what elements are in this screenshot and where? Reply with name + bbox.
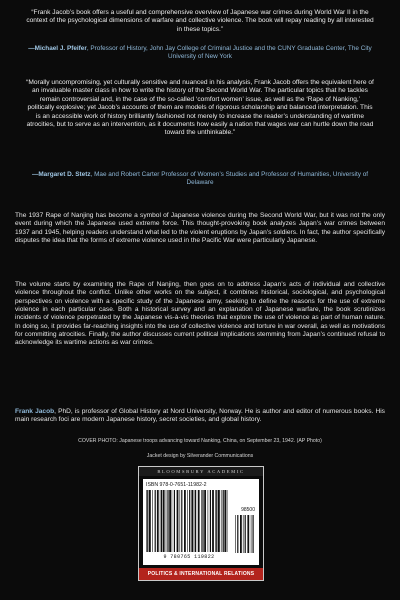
author-bio	[15, 408, 385, 425]
isbn-barcode	[146, 490, 230, 552]
endorsement-attribution-2	[26, 171, 374, 187]
author-bio-text: , PhD, is professor of Global History at Nord University, Norway. He is author and editor of numerous books. His main research foci are modern Japanese history, secret societies, and global history.	[15, 408, 385, 424]
jacket-design-credit: Jacket design by Silverander Communications	[146, 453, 254, 459]
endorser-name: —Margaret D. Stetz	[31, 171, 91, 178]
subject-category: POLITICS & INTERNATIONAL RELATIONS	[139, 568, 263, 580]
description-paragraph-1: The 1937 Rape of Nanjing has become a symbol of Japanese violence during the Second World War, but it was not the only event during which the Japanese used extreme force. This thought-provoking book analyzes Japan’s war crimes between 1937 and 1945, helping readers understand what led to the violent eruptions by Japan’s soldiers. In fact, the author specifically disputes the idea that the forms of extreme violence used in the Pacific War were particularly Japanese.	[15, 212, 385, 245]
description-paragraph-2: The volume starts by examining the Rape of Nanjing, then goes on to address Japan’s acts of individual and collective violence throughout the conflict. Unlike other works on the subject, it combines historical, sociological, and psychological perspectives on violence with a specific study of the Japanese army, seeking to define the reasons for the use of extreme violence in each particular case. Both a historical survey and an explanation of Japanese warfare, the book scrutinizes incidents of violence perpetrated by the Japanese vis-à-vis theories that explore the use of violence as part of human nature. In doing so, it provides far-reaching insights into the use of collective violence and torture in war overall, as well as motivations for committing atrocities. Finally, the author discusses current political implications stemming from Japan’s continued refusal to acknowledge its wartime actions as war crimes.	[15, 281, 385, 347]
endorsement-quote-1: “Frank Jacob’s book offers a useful and comprehensive overview of Japanese war crimes during World War II in the context of the psychological dimensions of warfare and collective violence. The book will repay reading by all interested in these topics.”	[26, 9, 374, 33]
cover-photo-credit: COVER PHOTO: Japanese troops advancing toward Nanking, China, on September 23, 1942. (AP Photo)	[78, 438, 322, 444]
price-barcode	[235, 515, 255, 553]
isbn-text: ISBN 978-0-7651-11982-2	[146, 482, 207, 488]
endorser-name: —Michael J. Pfeifer	[28, 45, 87, 52]
endorser-title: , Professor of History, John Jay College of Criminal Justice and the CUNY Graduate Center, The City University of New York	[86, 45, 372, 61]
price-code: 98500	[241, 507, 255, 513]
author-name: Frank Jacob	[15, 408, 55, 415]
endorser-title: , Mae and Robert Carter Professor of Women’s Studies and Professor of Humanities, University of Delaware	[90, 171, 369, 187]
imprint-block	[138, 466, 264, 581]
publisher-name: BLOOMSBURY ACADEMIC	[139, 467, 263, 476]
endorsement-attribution-1	[26, 45, 374, 61]
barcode-digits: 9 780765 119822	[163, 554, 215, 560]
barcode-panel	[143, 479, 259, 565]
endorsement-quote-2: “Morally uncompromising, yet culturally sensitive and nuanced in his analysis, Frank Jacob offers the equivalent here of an invaluable master class in how to write the history of the Second World War. The particular topics that he tackles remain controversial and, in the case of the so-called ‘comfort women’ issue, as well as the ‘Rape of Nanking,’ politically explosive; yet Jacob’s accounts of them are models of rigorous scholarship and balanced interpretation. This is an accessible work of history brilliantly fashioned not merely to increase the reader’s understanding of wartime atrocities, but to serve as an intervention, as it documents how easily a nation that wages war can hurtle down the road toward the unthinkable.”	[26, 79, 374, 137]
